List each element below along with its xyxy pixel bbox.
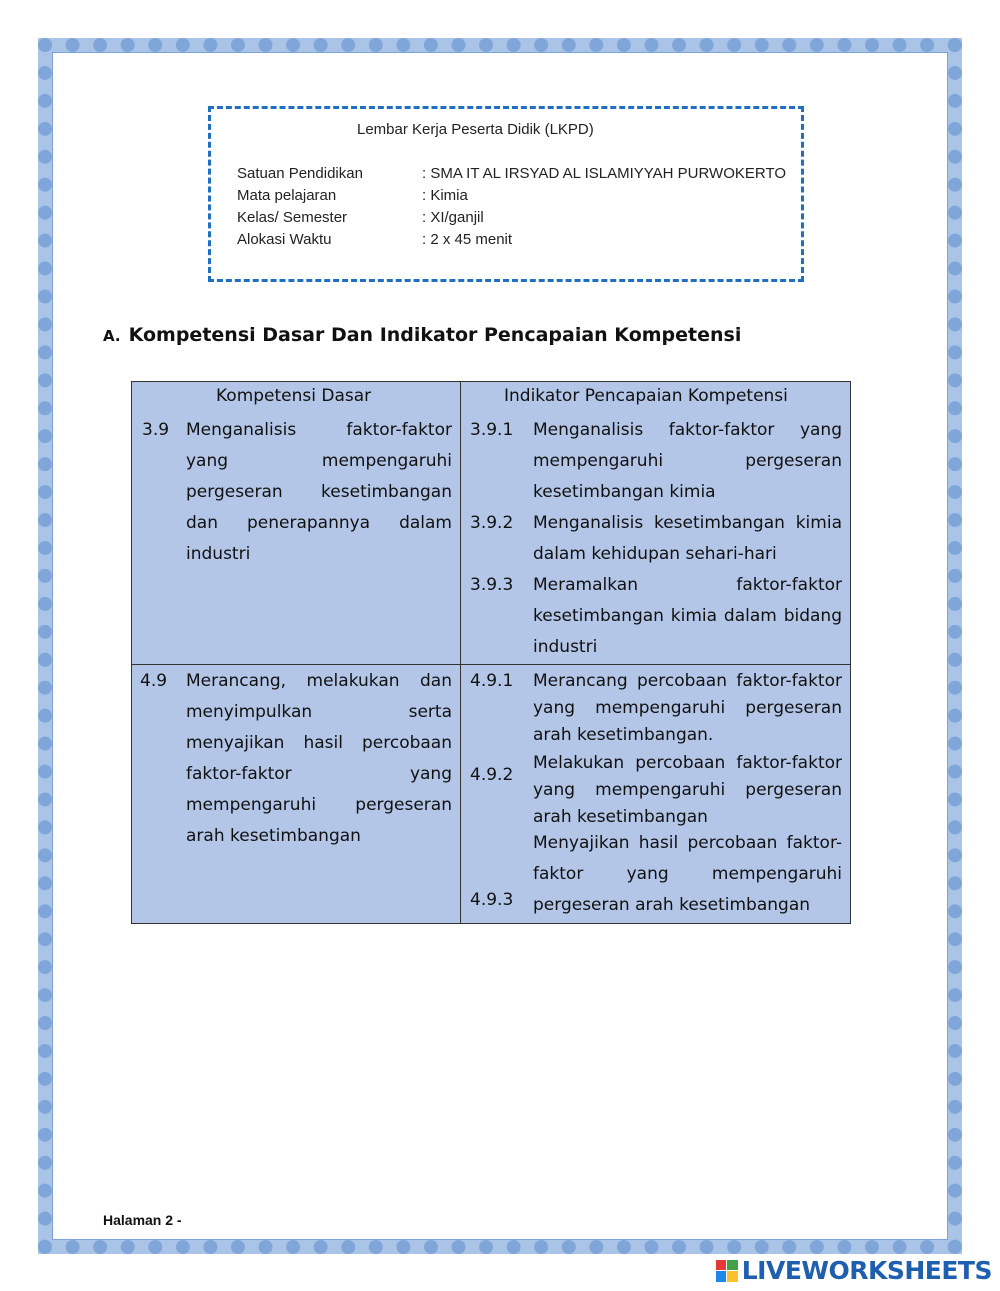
section-title-text: Kompetensi Dasar Dan Indikator Pencapaian Kompetensi (128, 324, 742, 346)
info-label: Satuan Pendidikan (237, 165, 363, 182)
liveworksheets-brand[interactable] (716, 1256, 992, 1285)
lkpd-title: Lembar Kerja Peserta Didik (LKPD) (357, 121, 594, 138)
indicator-number: 4.9.3 (470, 890, 514, 910)
info-label: Alokasi Waktu (237, 231, 332, 248)
indicator-text: Menganalisis kesetimbangan kimia dalam kehidupan sehari-hari (533, 513, 842, 564)
indicator-number: 4.9.2 (470, 765, 514, 785)
indicator-number: 3.9.1 (470, 420, 514, 440)
page-number: Halaman 2 - (103, 1212, 182, 1228)
lkpd-info-box (208, 106, 804, 282)
info-value: : Kimia (422, 187, 468, 204)
brand-name: LIVEWORKSHEETS (741, 1256, 992, 1285)
section-heading (103, 324, 741, 346)
indicator-text: Menyajikan hasil percobaan faktor-faktor yang mempengaruhi pergeseran arah kesetimbangan (533, 833, 842, 915)
info-row-subject (237, 187, 468, 204)
kd-text: Menganalisis faktor-faktor yang mempengaruhi pergeseran kesetimbangan dan penerapannya dalam industri (186, 420, 452, 564)
indicator-text: Merancang percobaan faktor-faktor yang mempengaruhi pergeseran arah kesetimbangan. (533, 671, 842, 745)
indicator-text: Melakukan percobaan faktor-faktor yang mempengaruhi pergeseran arah kesetimbangan (533, 753, 842, 827)
info-value: : 2 x 45 menit (422, 231, 513, 248)
indicator-number: 3.9.2 (470, 513, 514, 533)
kd-text: Merancang, melakukan dan menyimpulkan serta menyajikan hasil percobaan faktor-faktor yang mempengaruhi pergeseran arah kesetimbangan (186, 671, 452, 846)
info-label: Kelas/ Semester (237, 209, 348, 226)
liveworksheets-logo-icon (716, 1260, 738, 1282)
indicator-number: 3.9.3 (470, 575, 514, 595)
competency-table (131, 381, 851, 924)
info-value: : XI/ganjil (422, 209, 484, 226)
kd-number: 3.9 (142, 420, 170, 440)
table-header-ipk: Indikator Pencapaian Kompetensi (504, 386, 788, 406)
table-header-kd: Kompetensi Dasar (216, 386, 372, 406)
info-label: Mata pelajaran (237, 187, 337, 204)
indicator-number: 4.9.1 (470, 671, 514, 691)
kd-number: 4.9 (140, 671, 168, 691)
info-value: : SMA IT AL IRSYAD AL ISLAMIYYAH PURWOKERTO (422, 165, 787, 182)
indicator-text: Meramalkan faktor-faktor kesetimbangan kimia dalam bidang industri (533, 575, 842, 657)
section-letter: A. (103, 327, 121, 345)
info-row-class (237, 209, 484, 226)
info-row-time (237, 231, 512, 248)
indicator-text: Menganalisis faktor-faktor yang mempengaruhi pergeseran kesetimbangan kimia (533, 420, 842, 502)
info-row-school (237, 165, 786, 182)
